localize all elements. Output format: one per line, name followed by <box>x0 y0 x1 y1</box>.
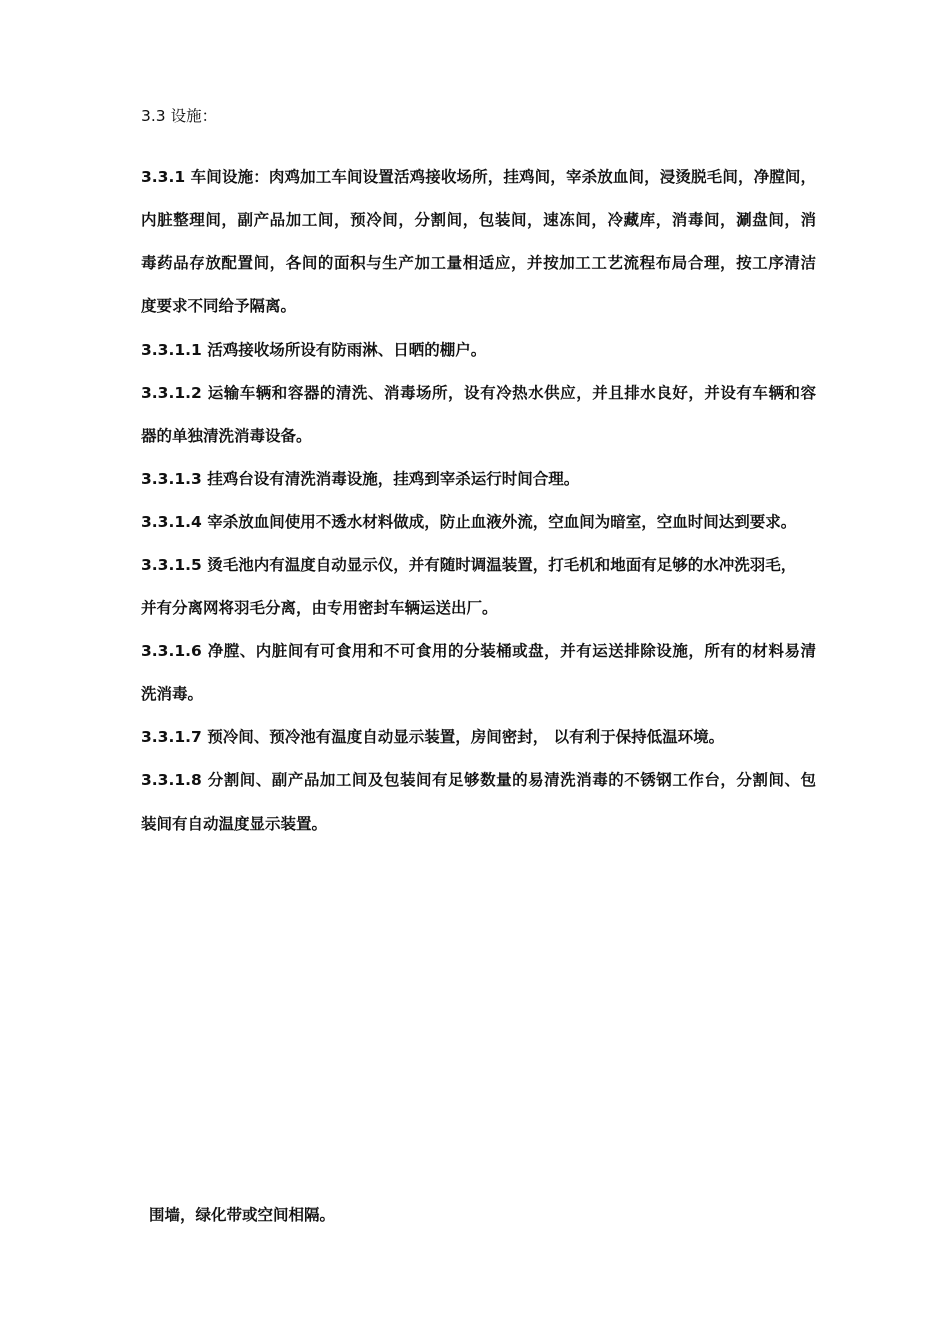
paragraph-line: 3.3.1.1 活鸡接收场所设有防雨淋、日晒的棚户。 <box>141 341 487 359</box>
paragraph-line: 器的单独清洗消毒设备。 <box>141 427 312 445</box>
paragraph-line: 度要求不同给予隔离。 <box>141 297 297 315</box>
paragraph-line: 洗消毒。 <box>141 685 204 703</box>
paragraph-line: 并有分离网将羽毛分离，由专用密封车辆运送出厂。 <box>141 599 498 617</box>
paragraph-line: 3.3.1.4 宰杀放血间使用不透水材料做成，防止血液外流，空血间为暗室，空血时间达到要求。 <box>141 513 797 531</box>
paragraph-line: 3.3.1.3 挂鸡台设有清洗消毒设施，挂鸡到宰杀运行时间合理。 <box>141 470 580 488</box>
paragraph-line: 3.3.1.2 运输车辆和容器的清洗、消毒场所，设有冷热水供应，并且排水良好，并设有车辆和容 <box>141 384 816 402</box>
footer-fragment: 围墙，绿化带或空间相隔。 <box>149 1206 336 1224</box>
paragraph-line: 3.3.1.8 分割间、副产品加工间及包装间有足够数量的易清洗消毒的不锈钢工作台，分割间、包 <box>141 771 816 789</box>
section-heading: 3.3 设施： <box>141 107 218 125</box>
paragraph-line: 毒药品存放配置间，各间的面积与生产加工量相适应，并按加工工艺流程布局合理，按工序清洁 <box>141 254 816 272</box>
paragraph-line: 装间有自动温度显示装置。 <box>141 815 328 833</box>
paragraph-line: 3.3.1.7 预冷间、预冷池有温度自动显示装置，房间密封， 以有利于保持低温环境。 <box>141 728 725 746</box>
paragraph-line: 3.3.1.5 烫毛池内有温度自动显示仪，并有随时调温装置，打毛机和地面有足够的水冲洗羽毛， <box>141 556 797 574</box>
paragraph-line: 3.3.1 车间设施：肉鸡加工车间设置活鸡接收场所，挂鸡间，宰杀放血间，浸烫脱毛间，净膛间， <box>141 168 816 186</box>
paragraph-line: 3.3.1.6 净膛、内脏间有可食用和不可食用的分装桶或盘，并有运送排除设施，所有的材料易清 <box>141 642 816 660</box>
paragraph-line: 内脏整理间，副产品加工间，预冷间，分割间，包装间，速冻间，冷藏库，消毒间，涮盘间，消 <box>141 211 816 229</box>
